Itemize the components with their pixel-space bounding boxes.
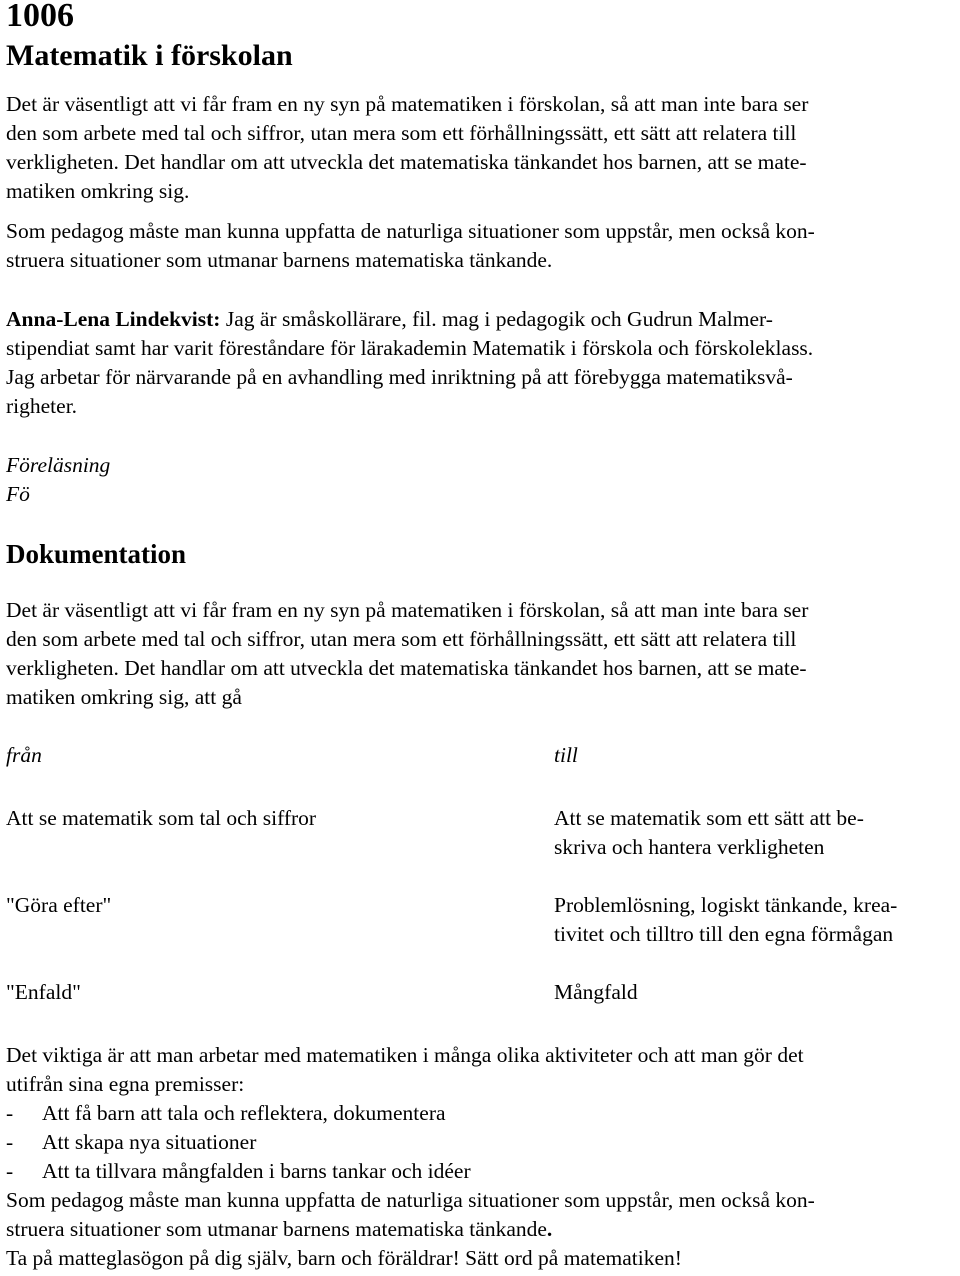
text-line: matiken omkring sig. bbox=[6, 179, 190, 203]
column-header-to: till bbox=[554, 743, 578, 767]
bullet-marker: - bbox=[6, 1159, 14, 1183]
text-line: "Göra efter" bbox=[6, 893, 112, 917]
comparison-to-cell bbox=[554, 978, 960, 1007]
text-line: Som pedagog måste man kunna uppfatta de naturliga situationer som uppstår, men också kon- bbox=[6, 1188, 815, 1212]
documentation-paragraph bbox=[6, 596, 956, 712]
text-line: Att se matematik som tal och siffror bbox=[6, 806, 317, 830]
comparison-from-cell bbox=[6, 978, 426, 1007]
column-header-from: från bbox=[6, 743, 42, 767]
lecture-label: Föreläsning bbox=[6, 453, 111, 477]
text-line: den som arbete med tal och siffror, utan mera som ett förhållningssätt, ett sätt att relatera till bbox=[6, 121, 797, 145]
text-line: Det är väsentligt att vi får fram en ny syn på matematiken i förskolan, så att man inte bara ser bbox=[6, 598, 809, 622]
comparison-from-cell bbox=[6, 891, 426, 920]
text-line: Att se matematik som ett sätt att be- bbox=[554, 806, 864, 830]
document-title: Matematik i förskolan bbox=[6, 39, 293, 72]
text-line: Mångfald bbox=[554, 980, 638, 1004]
text-line: verkligheten. Det handlar om att utveckla det matematiska tänkandet hos barnen, att se mate- bbox=[6, 656, 807, 680]
important-paragraph bbox=[6, 1041, 956, 1099]
pedagog-paragraph bbox=[6, 217, 956, 275]
list-item bbox=[6, 1128, 956, 1157]
author-bio bbox=[6, 305, 956, 421]
text-line: den som arbete med tal och siffror, utan mera som ett förhållningssätt, ett sätt att relatera till bbox=[6, 627, 797, 651]
list-item bbox=[6, 1099, 956, 1128]
text-line: verkligheten. Det handlar om att utveckla det matematiska tänkandet hos barnen, att se mate- bbox=[6, 150, 807, 174]
list-item-text: Att få barn att tala och reflektera, dokumentera bbox=[42, 1101, 446, 1125]
comparison-from-cell bbox=[6, 804, 426, 833]
text-line: struera situationer som utmanar barnens matematiska tänkande. bbox=[6, 248, 553, 272]
text-line: Som pedagog måste man kunna uppfatta de naturliga situationer som uppstår, men också kon- bbox=[6, 219, 815, 243]
text-line bbox=[6, 305, 956, 334]
bullet-marker: - bbox=[6, 1130, 14, 1154]
text-line: skriva och hantera verkligheten bbox=[554, 835, 825, 859]
list-item-text: Att ta tillvara mångfalden i barns tankar och idéer bbox=[42, 1159, 471, 1183]
comparison-to-cell bbox=[554, 804, 960, 862]
text-line: Det viktiga är att man arbetar med matematiken i många olika aktiviteter och att man gör det bbox=[6, 1043, 804, 1067]
text-line: matiken omkring sig, att gå bbox=[6, 685, 242, 709]
text-line: Problemlösning, logiskt tänkande, krea- bbox=[554, 893, 898, 917]
list-item bbox=[6, 1157, 956, 1186]
author-bio-text: Jag är småskollärare, fil. mag i pedagogik och Gudrun Malmer- bbox=[220, 307, 773, 331]
document-number: 1006 bbox=[6, 0, 74, 34]
text-line: "Enfald" bbox=[6, 980, 81, 1004]
bullet-marker: - bbox=[6, 1101, 14, 1125]
text-line: utifrån sina egna premisser: bbox=[6, 1072, 245, 1096]
closing-paragraph bbox=[6, 1186, 956, 1244]
text-line: tivitet och tilltro till den egna förmågan bbox=[554, 922, 894, 946]
final-sentence: Ta på matteglasögon på dig själv, barn och föräldrar! Sätt ord på matematiken! bbox=[6, 1246, 682, 1270]
lecture-short-label: Fö bbox=[6, 482, 30, 506]
text-line bbox=[6, 1215, 956, 1244]
author-name: Anna-Lena Lindekvist: bbox=[6, 307, 221, 331]
closing-text: struera situationer som utmanar barnens matematiska tänkande bbox=[6, 1217, 547, 1241]
intro-paragraph bbox=[6, 90, 956, 206]
text-line: Jag arbetar för närvarande på en avhandling med inriktning på att förebygga matematiksvå- bbox=[6, 365, 793, 389]
text-line: stipendiat samt har varit föreståndare för lärakademin Matematik i förskola och förskoleklass. bbox=[6, 336, 814, 360]
text-line: Det är väsentligt att vi får fram en ny syn på matematiken i förskolan, så att man inte bara ser bbox=[6, 92, 809, 116]
closing-period: . bbox=[546, 1217, 553, 1241]
section-heading-documentation: Dokumentation bbox=[6, 539, 187, 569]
bullet-list bbox=[6, 1099, 956, 1186]
text-line: righeter. bbox=[6, 394, 78, 418]
list-item-text: Att skapa nya situationer bbox=[42, 1130, 257, 1154]
comparison-to-cell bbox=[554, 891, 960, 949]
